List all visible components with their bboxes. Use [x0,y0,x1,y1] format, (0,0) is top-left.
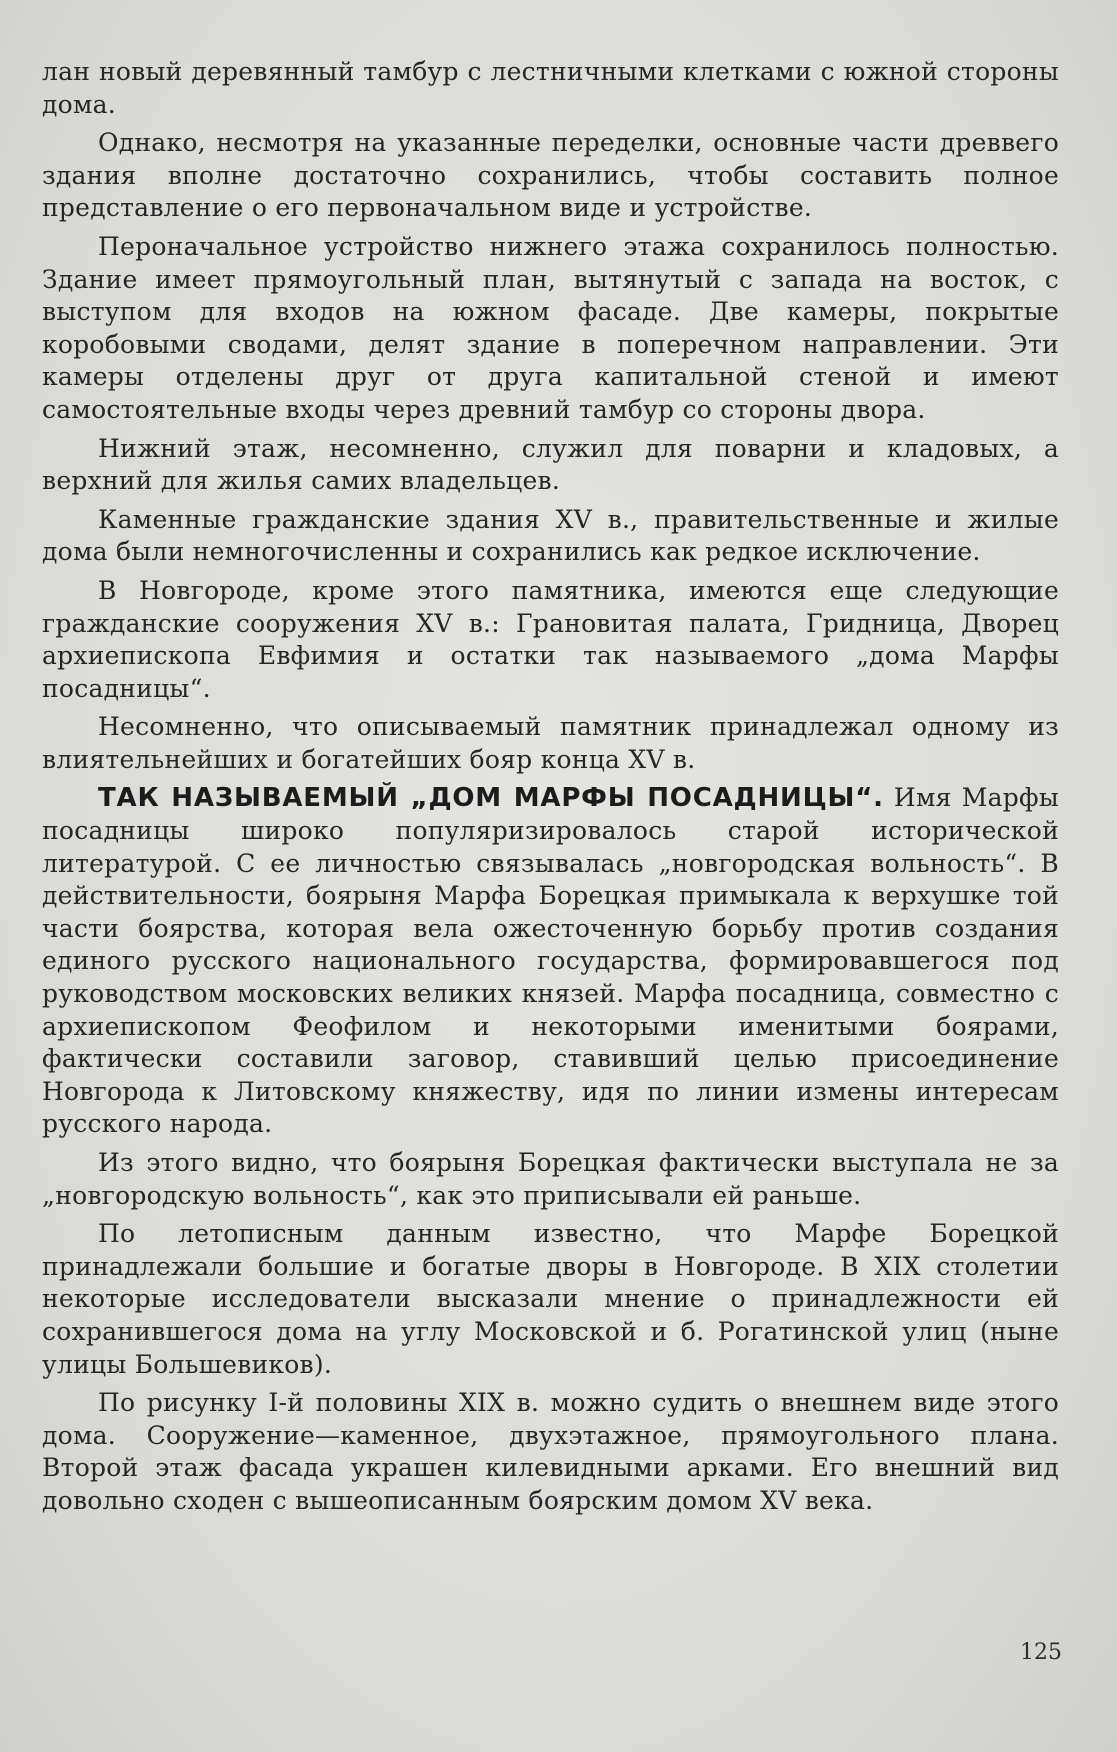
paragraph: В Новгороде, кроме этого памятника, имеются еще следующие гражданские сооружения XV в.: Грановитая палата, Гридница, Дворец архиепископа Евфимия и остатки так называемого „дома Марфы посадницы“. [42,575,1059,703]
body-text [42,56,1059,1518]
paragraph: Каменные гражданские здания XV в., правительственные и жилые дома были немногочисленны и сохранились как редкое исключение. [42,504,1059,567]
section-first-paragraph-text: Имя Марфы посадницы широко популяризировалось старой исторической литературой. С ее личностью связывалась „новгородская вольность“. В действительности, боярыня Марфа Борецкая примыкала к верхушке той части боярства, которая вела ожесточенную борьбу против создания единого русского национального государства, формировавшегося под руководством московских великих князей. Марфа посадница, совместно с архиепископом Феофилом и некоторыми именитыми боярами, фактически составили заговор, ставивший целью присоединение Новгорода к Литовскому княжеству, идя по линии измены интересам русского народа. [42,783,1060,1139]
paragraph: Из этого видно, что боярыня Борецкая фактически выступала не за „новгородскую вольность“, как это приписывали ей раньше. [42,1148,1059,1210]
paragraph: Перoначальное устройство нижнего этажа сохранилось полностью. Здание имеет прямоугольный план, вытянутый с запада на восток, с выступом для входов на южном фасаде. Две камеры, пoкрытые коробовыми сводами, делят здание в поперечном направлении. Эти камеры отделены друг от друга капитальной стеной и имеют самостоятельные входы через древний тамбур со стороны двора. [42,231,1059,424]
section-heading: ТАК НАЗЫВАЕМЫЙ „ДОМ МАРФЫ ПОСАДНИЦЫ“. [98,783,884,814]
paragraph-continuation: лан новый деревянный тамбур с лестничными клетками с южной стороны дома. [42,57,1059,119]
paragraph: Однако, несмотря на указанные переделки, основные части древвего здания вполне достаточно сохранились, чтобы составить полное представление о его первоначальном виде и устройстве. [42,128,1059,223]
paragraph: По рисунку I-й половины XIX в. можно судить о внешнем виде этого дома. Сооружение—каменное, двухэтажное, прямоугольного плана. Второй этаж фасада украшен килевидными арками. Его внешний вид довольно сходен с вышеописанным боярским домом XV века. [42,1388,1059,1515]
paragraph: По летописным данным известно, что Марфе Борецкой принадлежали большие и богатые дворы в Новгороде. В XIX столетии некоторые исследователи высказали мнение о принадлежности ей сохранившегося дома на углу Московской и б. Рогатинской улиц (ныне улицы Большевиков). [42,1219,1059,1379]
page-number: 125 [1020,1640,1062,1665]
section-first-paragraph [42,782,1059,1141]
paragraph: Нижний этаж, несомненно, служил для поварни и кладовых, а верхний для жилья самих владельцев. [42,433,1059,496]
paragraph: Несомненно, что описываемый памятник принадлежал одному из влиятельнейших и богатейших бояр конца XV в. [42,712,1059,774]
